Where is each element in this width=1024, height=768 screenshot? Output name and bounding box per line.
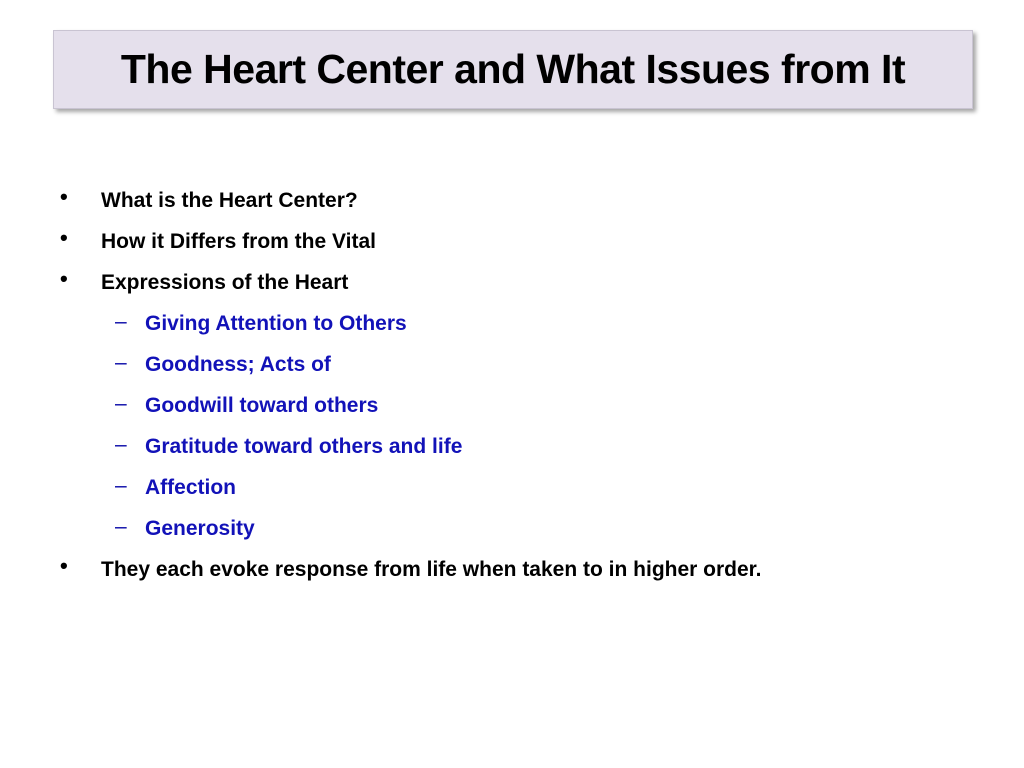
sub-bullet-text: Goodness; Acts of — [145, 353, 331, 376]
sub-bullet-item — [0, 467, 1024, 508]
bullet-text: They each evoke response from life when taken to in higher order. — [101, 558, 762, 581]
sub-bullet-item — [0, 508, 1024, 549]
dash-icon: – — [115, 392, 127, 415]
bullet-item — [0, 221, 1024, 262]
sub-bullet-item — [0, 344, 1024, 385]
bullet-list — [0, 180, 1024, 590]
dash-icon: – — [115, 515, 127, 538]
bullet-text: How it Differs from the Vital — [101, 230, 376, 253]
sub-bullet-item — [0, 385, 1024, 426]
sub-bullet-item — [0, 426, 1024, 467]
sub-bullet-text: Generosity — [145, 517, 255, 540]
sub-bullet-text: Giving Attention to Others — [145, 312, 407, 335]
dash-icon: – — [115, 351, 127, 374]
dash-icon: – — [115, 310, 127, 333]
bullet-text: Expressions of the Heart — [101, 271, 349, 294]
bullet-item — [0, 549, 1024, 590]
sub-bullet-text: Goodwill toward others — [145, 394, 379, 417]
bullet-item — [0, 262, 1024, 303]
title-box — [53, 30, 973, 109]
slide-title: The Heart Center and What Issues from It — [120, 46, 906, 92]
bullet-icon: • — [60, 184, 68, 209]
dash-icon: – — [115, 433, 127, 456]
bullet-icon: • — [60, 553, 68, 578]
bullet-icon: • — [60, 225, 68, 250]
bullet-text: What is the Heart Center? — [101, 189, 358, 212]
bullet-item — [0, 180, 1024, 221]
bullet-icon: • — [60, 266, 68, 291]
sub-bullet-text: Affection — [145, 476, 236, 499]
sub-bullet-item — [0, 303, 1024, 344]
dash-icon: – — [115, 474, 127, 497]
sub-bullet-text: Gratitude toward others and life — [145, 435, 463, 458]
